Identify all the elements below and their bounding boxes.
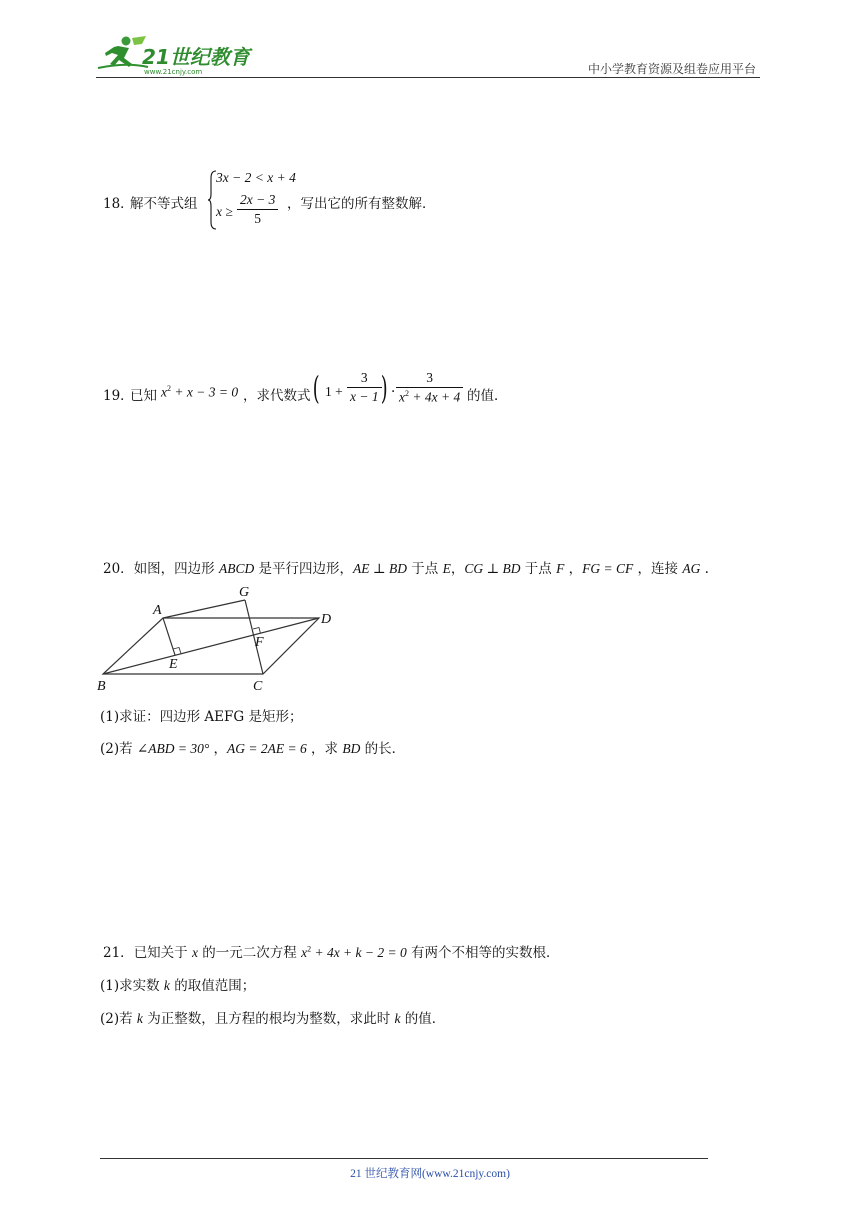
label-b: B <box>97 679 106 694</box>
q19-f2-den: $x^2 + 4x + 4$ <box>399 388 461 405</box>
q20-text-a: 如图，四边形 <box>133 561 219 577</box>
q19-f2-den-rest: + 4x + 4 <box>409 389 461 405</box>
q18-prefix: 解不等式组 <box>130 196 198 212</box>
q20-text-b: 是平行四边形， <box>254 561 354 577</box>
q21-k-2: k <box>136 1011 143 1026</box>
q19-condition-rest: + x − 3 = 0 <box>171 384 239 400</box>
q19-fraction-1 <box>347 370 382 404</box>
q20-text-f: ， <box>564 561 583 577</box>
q18-fraction-num: 2x − 3 <box>237 192 278 210</box>
q20-text-d: ， <box>450 561 465 577</box>
q21-part1-a: (1)求实数 <box>100 978 164 994</box>
label-e: E <box>169 657 178 672</box>
q19-right-paren: ) <box>380 369 388 407</box>
q20-part-2 <box>100 737 405 757</box>
label-a: A <box>153 603 162 618</box>
label-c: C <box>253 679 263 694</box>
q21-number: 21． <box>103 945 134 961</box>
q19-fraction-2 <box>396 370 463 405</box>
header-divider <box>96 77 760 78</box>
q19-prefix: 已知 <box>130 388 157 404</box>
q19-number: 19． <box>103 388 134 404</box>
q21-part-1 <box>100 974 255 994</box>
q20-part2-eq: AG = 2AE = 6 <box>227 741 307 756</box>
label-g: G <box>239 585 250 600</box>
q21-text-b: 的一元二次方程 <box>197 945 302 961</box>
q20-cond3: FG = CF <box>582 561 634 576</box>
diagonal-bd <box>103 618 319 674</box>
site-tagline: 中小学教育资源及组卷应用平台 <box>587 62 756 76</box>
label-d: D <box>321 612 332 627</box>
q19-f2-num: 3 <box>396 370 463 388</box>
q21-text-c: 有两个不相等的实数根． <box>406 945 560 961</box>
q20-part2-c: ，求 <box>306 741 343 757</box>
q20-text-c: 于点 <box>406 561 443 577</box>
q19-suffix: 的值． <box>467 388 508 404</box>
q20-cond1: AE ⊥ BD <box>353 561 407 576</box>
logo-url: www.21cnjy.com <box>144 68 203 76</box>
label-f: F <box>255 635 264 650</box>
q21-equation-rest: + 4x + k − 2 = 0 <box>311 945 407 960</box>
q18-number: 18． <box>103 196 134 212</box>
footer-link[interactable]: 21 世纪教育网(www.21cnjy.com) <box>350 1168 510 1180</box>
q20-text-g: ，连接 <box>633 561 683 577</box>
q18-fraction <box>237 192 278 226</box>
q20-point-f: F <box>556 561 565 576</box>
q19-mid: ，求代数式 <box>243 388 311 404</box>
segment-ae <box>163 618 175 655</box>
q21-part2-b: 为正整数，且方程的根均为整数，求此时 <box>142 1011 395 1027</box>
site-logo[interactable] <box>96 34 256 76</box>
footer-divider <box>100 1158 708 1159</box>
logo-text: 21世纪教育 <box>142 45 250 69</box>
q20-part2-a: (2)若 <box>100 741 137 757</box>
q20-point-e: E <box>442 561 451 576</box>
q21-k-1: k <box>163 978 170 993</box>
q21-text-a: 已知关于 <box>133 945 192 961</box>
q21-part-2 <box>100 1007 445 1027</box>
q20-text-h: . <box>700 561 709 577</box>
runner-logo-icon <box>96 34 256 76</box>
q19-f1-num: 3 <box>347 370 382 388</box>
right-angle-f <box>253 628 261 634</box>
q20-text-e: 于点 <box>520 561 557 577</box>
q19-left-paren: ( <box>312 369 320 407</box>
q21-x: x <box>191 945 198 960</box>
q20-part-1: (1)求证：四边形 AEFG 是矩形； <box>100 709 303 725</box>
q21-part2-a: (2)若 <box>100 1011 137 1027</box>
q18-inequality-2-left: x ≥ <box>216 204 233 219</box>
q20-part2-b: ， <box>209 741 228 757</box>
q18-inequality-1: 3x − 2 < x + 4 <box>216 170 296 185</box>
q18-fraction-den: 5 <box>254 210 262 226</box>
q20-cond2: CG ⊥ BD <box>464 561 521 576</box>
question-21 <box>103 941 560 961</box>
q20-number: 20． <box>103 561 134 577</box>
q20-part2-bd: BD <box>342 741 361 756</box>
segment-ag <box>163 600 245 618</box>
q21-part1-b: 的取值范围； <box>169 978 256 994</box>
q21-part2-c: 的值． <box>400 1011 446 1027</box>
q20-part2-d: 的长． <box>360 741 406 757</box>
q19-f1-den: x − 1 <box>350 388 379 404</box>
q18-suffix: ，写出它的所有整数解． <box>287 196 436 212</box>
q19-one-plus: 1 + <box>325 384 343 399</box>
q19-condition: $x^2 + x - 3 = 0$ <box>161 384 239 400</box>
question-20 <box>103 557 709 577</box>
q20-part2-angle: ∠ABD = 30° <box>136 741 210 756</box>
q19-dot: · <box>391 384 396 400</box>
q20-abcd: ABCD <box>218 561 255 576</box>
q21-equation: $x^2 + 4x + k - 2 = 0$ <box>301 944 407 960</box>
q20-ag: AG <box>682 561 701 576</box>
q20-figure <box>95 580 345 695</box>
q21-k-3: k <box>394 1011 401 1026</box>
